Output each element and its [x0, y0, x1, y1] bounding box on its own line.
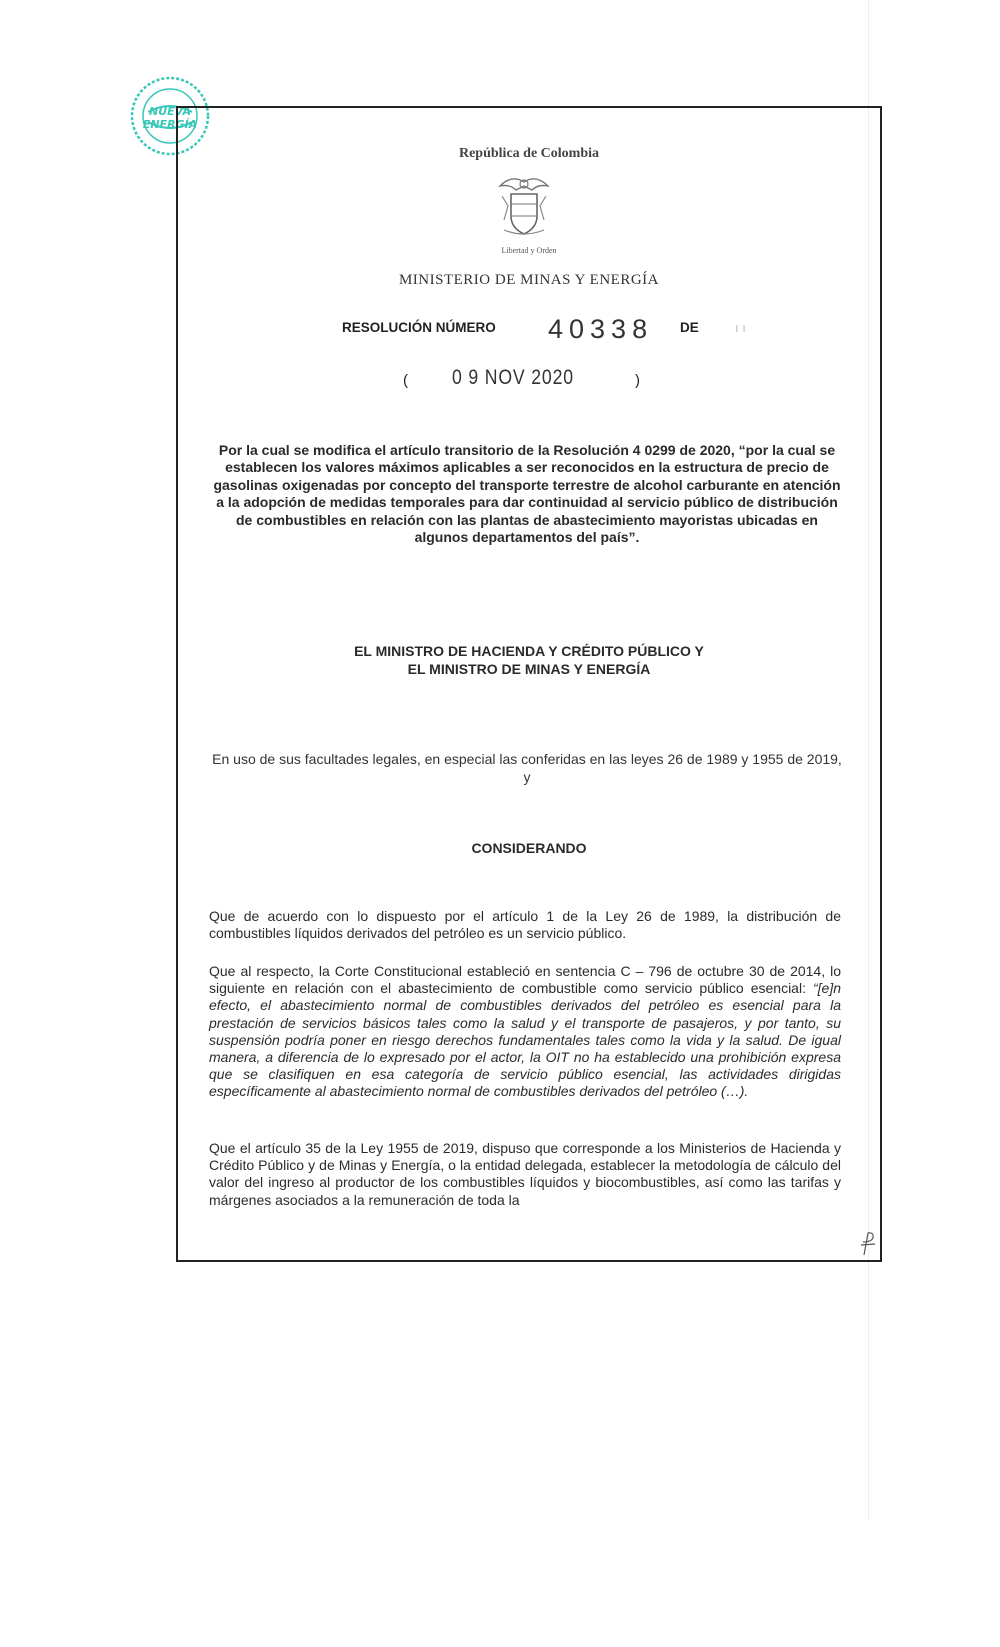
resolution-de-label: DE [680, 320, 699, 335]
paragraph-2-intro: Que al respecto, la Corte Constitucional estableció en sentencia C – 796 de octubre 30 de 2014, lo siguiente en relación con el abastecimiento de combustible como servicio público esencial: [209, 963, 841, 997]
resolution-number: 40338 [548, 314, 654, 344]
ministers-heading [176, 643, 882, 678]
date-close-paren: ) [635, 372, 640, 389]
svg-text:NUEVA: NUEVA [149, 105, 191, 118]
considerando-heading: CONSIDERANDO [471, 840, 587, 856]
considerando-paragraph-3: Que el artículo 35 de la Ley 1955 de 2019, dispuso que corresponde a los Ministerios de Hacienda y Crédito Público y de Minas y Energía, o la entidad delegada, establecer la metodología de cálculo del valor del ingreso al productor de los combustibles líquidos y biocombustibles, así como las tarifas y márgenes asociados a la remuneración de toda la [209, 1140, 841, 1208]
faculties-paragraph: En uso de sus facultades legales, en especial las conferidas en las leyes 26 de 1989 y 1955 de 2019, y [212, 751, 842, 785]
court-quote: “[e]n efecto, el abastecimiento normal de combustibles derivados del petróleo es esencial para la prestación de servicios básicos tales como la salud y el transporte de pasajeros, y por tanto, su suspensión podría poner en riesgo derechos fundamentales tales como la vida y la salud. De igual manera, a diferencia de lo expresado por el actor, la OIT no ha establecido una prohibición expresa que se clasifiquen en esa categoría de servicio público esencial, las actividades dirigidas específicamente al abastecimiento normal de combustibles derivados del petróleo (…). [209, 980, 841, 1100]
handwritten-initials [858, 1230, 878, 1256]
ministers-line-1: EL MINISTRO DE HACIENDA Y CRÉDITO PÚBLICO Y [354, 643, 704, 659]
ministry-heading: MINISTERIO DE MINAS Y ENERGÍA [398, 272, 660, 288]
resolution-epigraph: Por la cual se modifica el artículo transitorio de la Resolución 4 0299 de 2020, “por la cual se establecen los valores máximos aplicables a ser reconocidos en la estructura de precio de gasolinas oxigenadas por concepto del transporte terrestre de alcohol carburante en atención a la adopción de medidas temporales para dar continuidad al servicio público de distribución de combustibles en relación con las plantas de abastecimiento mayoristas ubicadas en algunos departamentos del país”. [213, 442, 841, 546]
svg-text:ENERGÍA: ENERGÍA [142, 118, 198, 131]
motto-text: Libertad y Orden [501, 246, 557, 255]
coat-of-arms-icon [494, 172, 554, 240]
resolution-date: 0 9 NOV 2020 [452, 366, 574, 389]
date-open-paren: ( [403, 372, 408, 389]
resolution-label: RESOLUCIÓN NÚMERO [342, 320, 496, 335]
resolution-year-faint: ı ı [735, 320, 746, 335]
ministers-line-2: EL MINISTRO DE MINAS Y ENERGÍA [407, 660, 651, 677]
considerando-paragraph-2 [209, 963, 841, 1101]
republic-heading: República de Colombia [458, 146, 599, 161]
considerando-paragraph-1: Que de acuerdo con lo dispuesto por el artículo 1 de la Ley 26 de 1989, la distribución de combustibles líquidos derivados del petróleo es un servicio público. [209, 908, 841, 942]
